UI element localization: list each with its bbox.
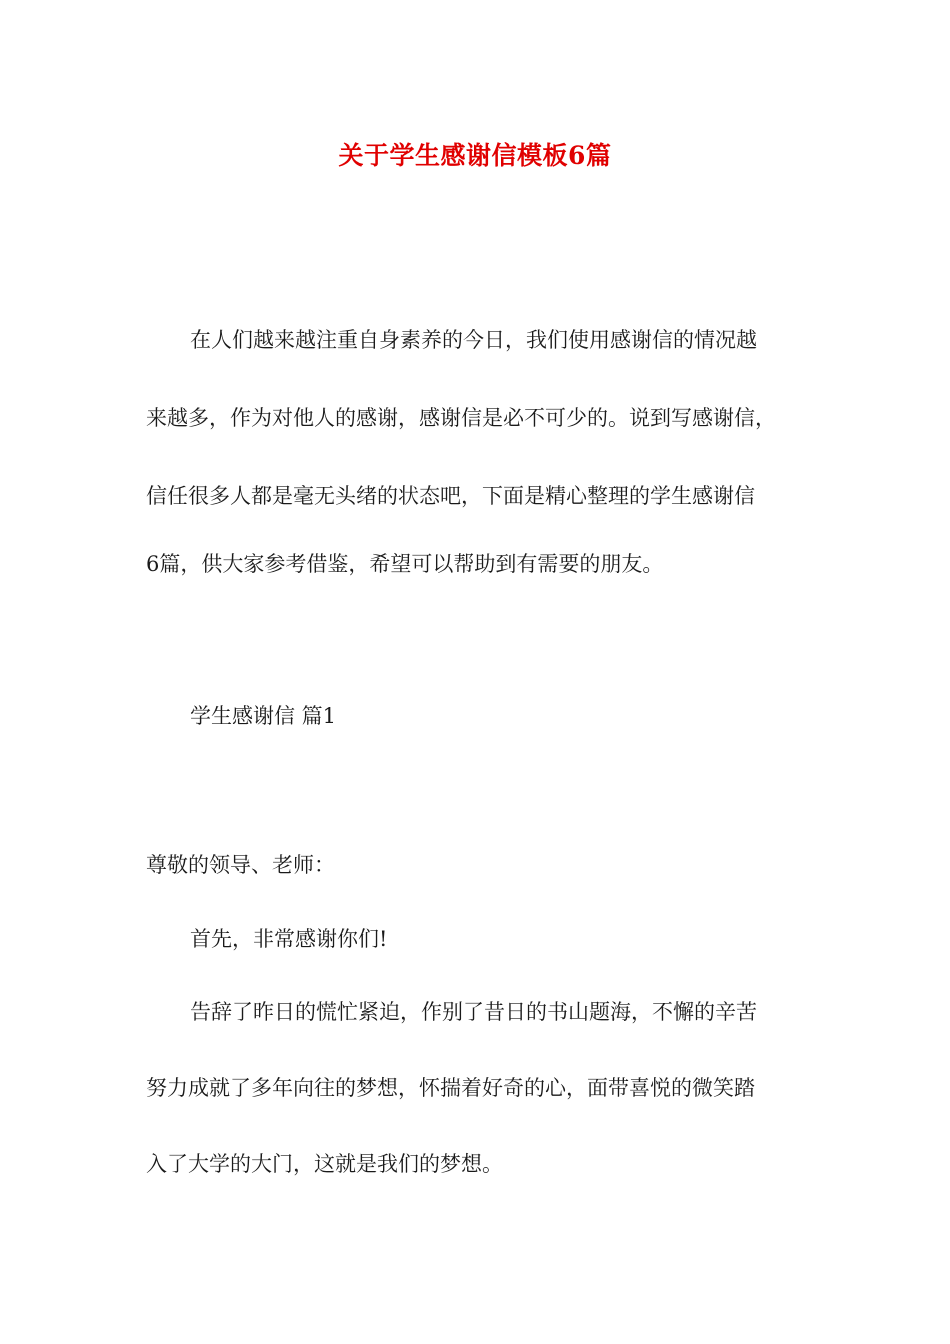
body-line-3: 入了大学的大门，这就是我们的梦想。 xyxy=(146,1152,503,1176)
section-heading: 学生感谢信 篇1 xyxy=(190,704,337,728)
opening-line: 首先，非常感谢你们! xyxy=(190,927,388,951)
intro-line-3: 信任很多人都是毫无头绪的状态吧，下面是精心整理的学生感谢信 xyxy=(146,484,755,508)
body-line-2: 努力成就了多年向往的梦想，怀揣着好奇的心，面带喜悦的微笑踏 xyxy=(146,1076,755,1100)
intro-line-4: 6篇，供大家参考借鉴，希望可以帮助到有需要的朋友。 xyxy=(146,552,664,576)
body-line-1: 告辞了昨日的慌忙紧迫，作别了昔日的书山题海，不懈的辛苦 xyxy=(190,1000,757,1024)
intro-line-1: 在人们越来越注重自身素养的今日，我们使用感谢信的情况越 xyxy=(190,328,757,352)
document-title: 关于学生感谢信模板6篇 xyxy=(338,141,612,170)
intro-line-2: 来越多，作为对他人的感谢，感谢信是必不可少的。说到写感谢信， xyxy=(146,406,776,430)
salutation: 尊敬的领导、老师： xyxy=(146,853,335,877)
